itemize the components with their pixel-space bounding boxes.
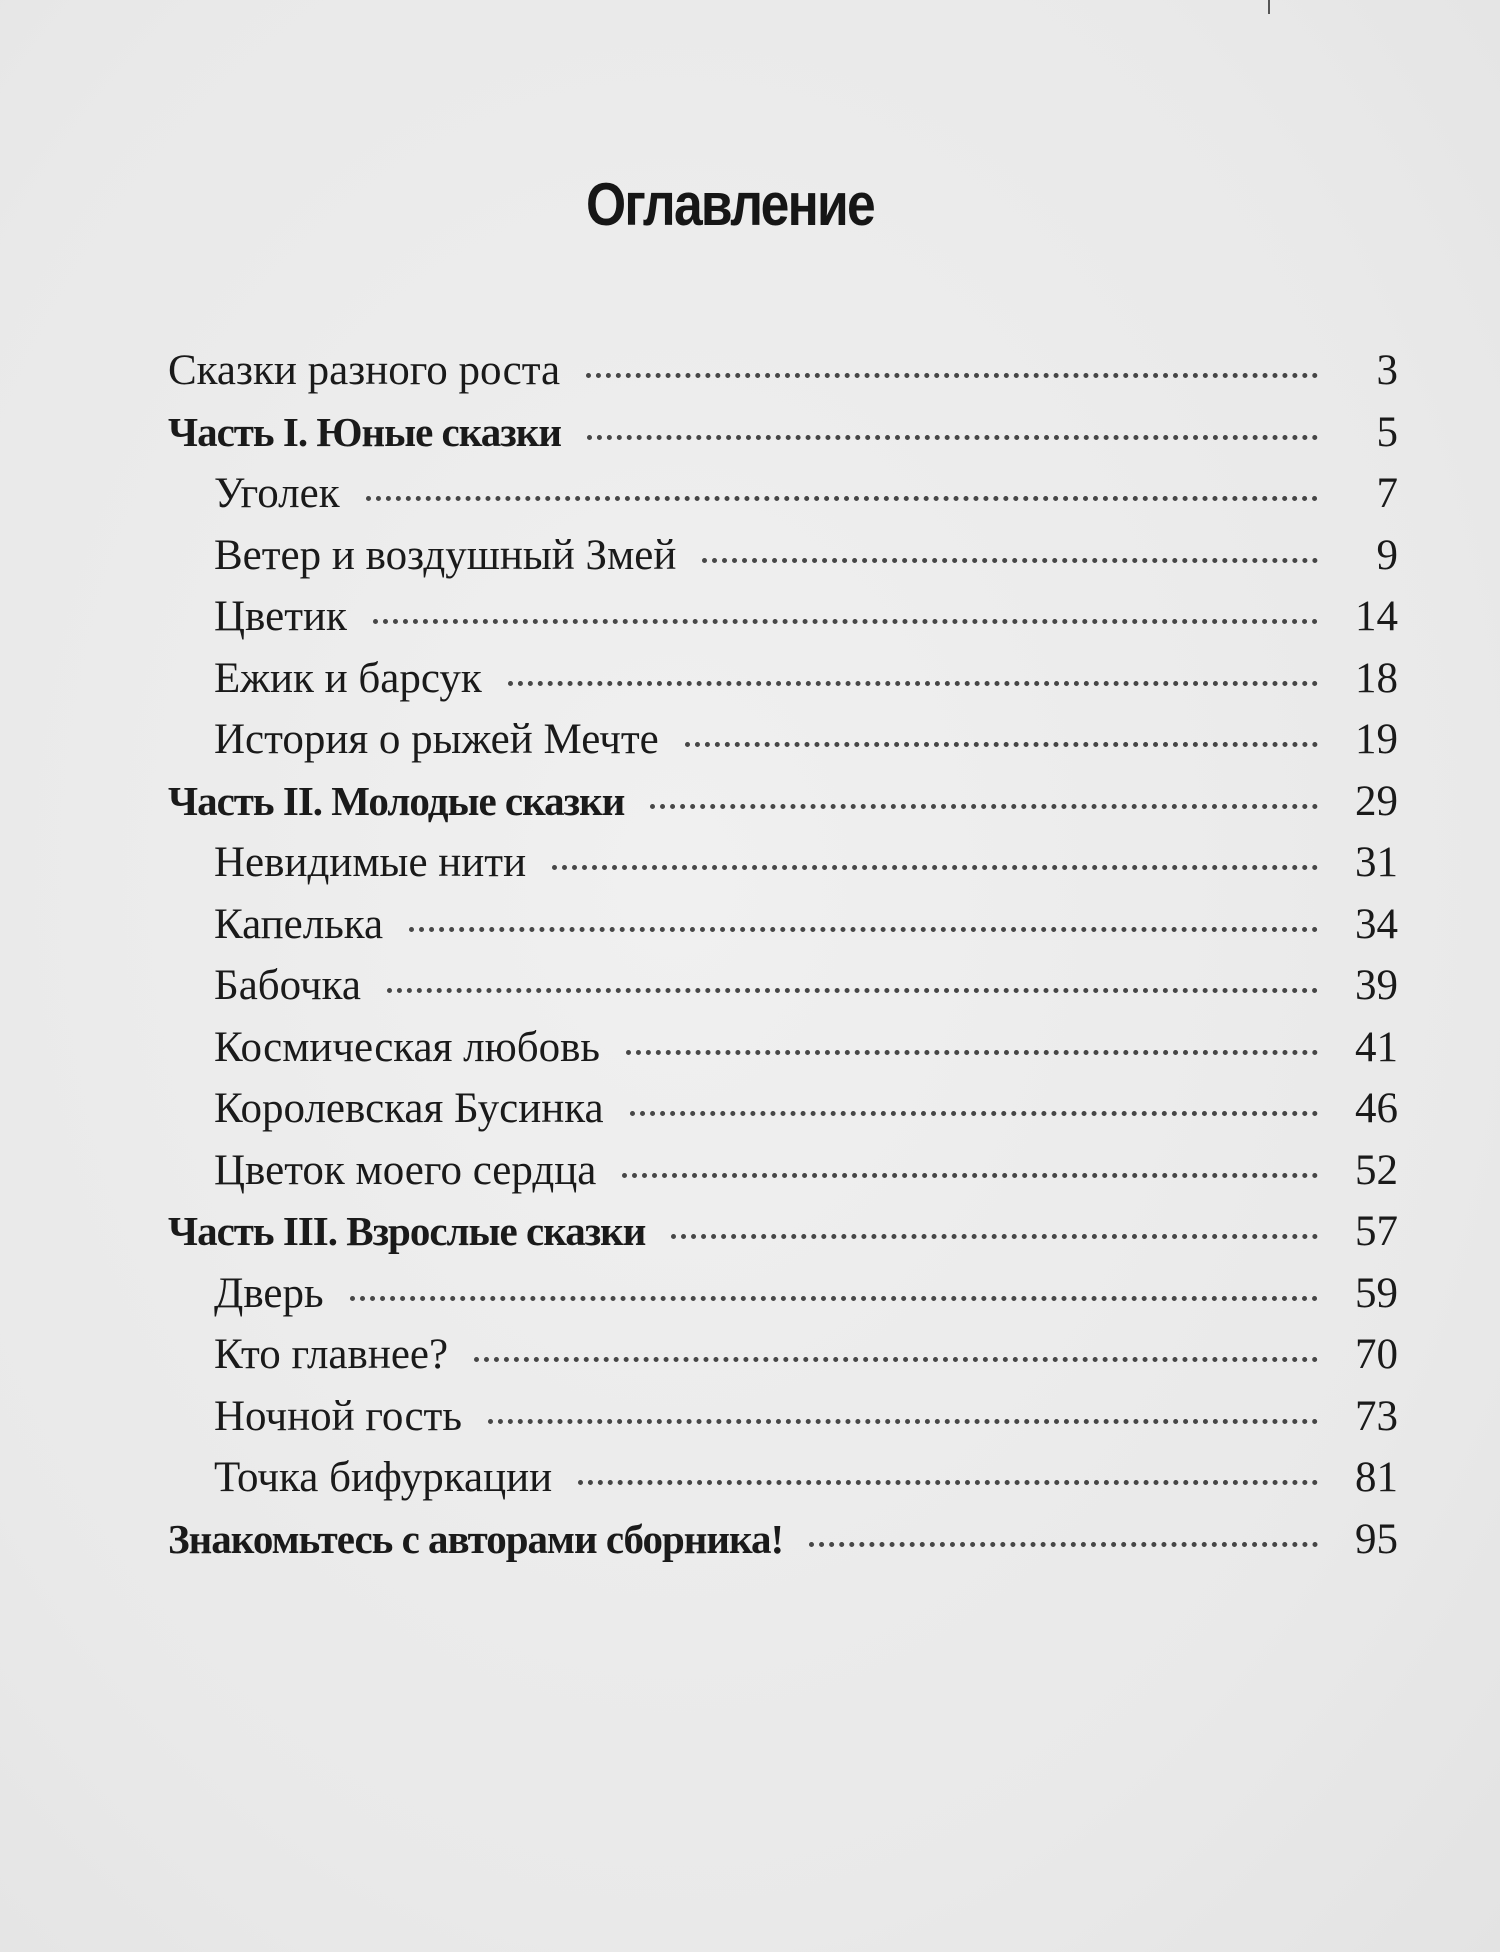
dot-leader [366, 496, 1318, 501]
toc-page-number: 73 [1355, 1392, 1398, 1440]
toc-page-number: 81 [1355, 1454, 1398, 1501]
toc-entry-title: Точка бифуркации [214, 1454, 553, 1501]
toc-entry[interactable] [168, 1447, 1398, 1509]
toc-entry-title: Сказки разного роста [168, 347, 561, 394]
toc-page-number: 70 [1355, 1331, 1398, 1378]
dot-leader [650, 804, 1318, 809]
table-of-contents [168, 340, 1398, 1570]
page-edge-mark [1268, 0, 1270, 14]
toc-section-entry[interactable] [168, 402, 1398, 464]
dot-leader [474, 1357, 1318, 1362]
dot-leader [508, 681, 1318, 686]
dot-leader [809, 1542, 1318, 1547]
dot-leader [630, 1111, 1318, 1116]
toc-entry-title: Невидимые нити [214, 839, 527, 886]
toc-entry[interactable] [168, 1386, 1398, 1448]
toc-entry-title: История о рыжей Мечте [214, 716, 659, 763]
toc-entry[interactable] [168, 709, 1398, 771]
toc-page-number: 7 [1376, 470, 1398, 517]
toc-entry-title: Дверь [214, 1269, 324, 1317]
toc-entry[interactable] [168, 1017, 1398, 1079]
toc-entry-title: Королевская Бусинка [214, 1085, 604, 1132]
toc-page-number: 5 [1376, 408, 1398, 456]
toc-page-number: 14 [1355, 593, 1398, 640]
toc-entry-title: Часть I. Юные сказки [168, 408, 561, 455]
toc-entry-title: Капелька [214, 900, 384, 948]
toc-page-number: 29 [1355, 777, 1398, 825]
dot-leader [387, 988, 1318, 993]
toc-entry-title: Кто главнее? [214, 1331, 449, 1378]
toc-entry[interactable] [168, 648, 1398, 710]
dot-leader [671, 1234, 1318, 1239]
toc-entry-title: Уголек [214, 470, 340, 517]
dot-leader [552, 865, 1318, 870]
toc-entry-title: Цветик [214, 593, 347, 640]
toc-entry[interactable] [168, 1263, 1398, 1325]
toc-page-number: 39 [1355, 962, 1398, 1009]
toc-entry-title: Ветер и воздушный Змей [214, 531, 677, 579]
dot-leader [586, 373, 1318, 378]
toc-page-number: 9 [1376, 531, 1398, 579]
toc-section-entry[interactable] [168, 340, 1398, 402]
toc-entry-title: Знакомьтесь с авторами сборника! [168, 1515, 784, 1562]
toc-entry[interactable] [168, 525, 1398, 587]
toc-page-number: 46 [1355, 1085, 1398, 1132]
dot-leader [409, 927, 1318, 932]
toc-page-number: 57 [1355, 1208, 1398, 1255]
toc-entry-title: Часть III. Взрослые сказки [168, 1208, 646, 1254]
dot-leader [373, 619, 1318, 624]
toc-entry[interactable] [168, 463, 1398, 525]
toc-page-number: 59 [1355, 1269, 1398, 1317]
toc-entry[interactable] [168, 1078, 1398, 1140]
dot-leader [350, 1296, 1318, 1301]
toc-entry[interactable] [168, 1140, 1398, 1202]
dot-leader [626, 1050, 1318, 1055]
toc-entry-title: Ежик и барсук [214, 654, 482, 702]
toc-page-number: 41 [1355, 1023, 1398, 1071]
toc-entry-title: Ночной гость [214, 1392, 462, 1440]
toc-page-number: 31 [1355, 839, 1398, 886]
toc-entry[interactable] [168, 894, 1398, 956]
toc-section-entry[interactable] [168, 1509, 1398, 1571]
toc-page-number: 18 [1355, 654, 1398, 702]
toc-page-number: 95 [1355, 1515, 1398, 1563]
dot-leader [685, 742, 1318, 747]
toc-entry[interactable] [168, 832, 1398, 894]
toc-page-number: 3 [1376, 347, 1398, 394]
page-title: Оглавление [585, 171, 875, 239]
toc-page-number: 34 [1355, 900, 1398, 948]
dot-leader [702, 558, 1318, 563]
toc-entry[interactable] [168, 586, 1398, 648]
toc-entry[interactable] [168, 1324, 1398, 1386]
toc-entry-title: Бабочка [214, 962, 361, 1009]
toc-entry-title: Часть II. Молодые сказки [168, 777, 625, 824]
toc-entry-title: Цветок моего сердца [214, 1146, 597, 1194]
dot-leader [488, 1419, 1318, 1424]
toc-page-number: 19 [1355, 716, 1398, 763]
toc-section-entry[interactable] [168, 771, 1398, 833]
toc-page-number: 52 [1355, 1146, 1398, 1194]
toc-section-entry[interactable] [168, 1201, 1398, 1263]
dot-leader [622, 1173, 1318, 1178]
toc-entry-title: Космическая любовь [214, 1023, 601, 1071]
dot-leader [578, 1480, 1318, 1485]
toc-entry[interactable] [168, 955, 1398, 1017]
dot-leader [587, 435, 1318, 440]
